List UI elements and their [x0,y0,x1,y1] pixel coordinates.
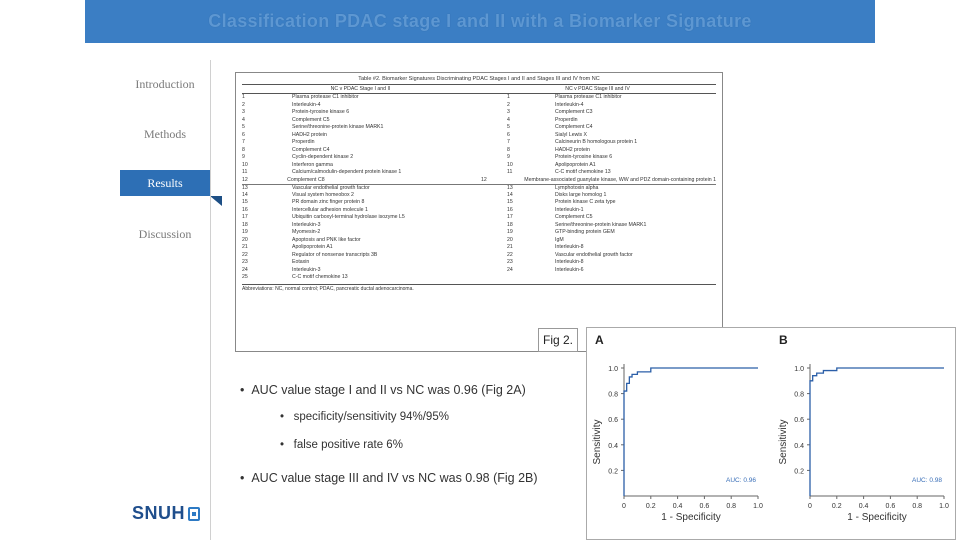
y-axis-label-B: Sensitivity [778,419,789,465]
table-cell: 1 [507,94,510,100]
table-row [242,184,716,192]
table-cell: 23 [242,259,248,265]
table-cell: 18 [242,221,248,228]
panel-title-B: B [779,333,788,347]
table-cell: Visual system homeobox 2 [292,191,354,198]
table-cell: Interleukin-1 [555,206,584,213]
y-tick-label: 1.0 [608,366,618,373]
table-cell: Sialyl Lewis X [555,131,588,138]
table-row [242,117,716,125]
table-cell: 5 [507,124,510,130]
y-tick-label: 0.2 [794,468,804,476]
y-axis-label-A: Sensitivity [592,419,603,465]
table-row [242,192,716,200]
divider [210,60,211,540]
bullet-stage-1-2: • AUC value stage I and II vs NC was 0.96 (Fig 2A) [240,383,526,397]
table-row [242,139,716,147]
bullet-specificity: • specificity/sensitivity 94%/95% [280,411,449,423]
table-cell: 12 [242,176,248,183]
table-cell: Plasma protease C1 inhibitor [555,94,622,100]
x-tick-label: 0.2 [831,503,842,510]
table-body [242,94,716,282]
x-tick-label: 0.8 [912,503,923,510]
table-row [242,169,716,177]
table-cell: 12 [480,176,487,183]
table-row [242,124,716,132]
table-cell: 21 [507,244,513,250]
table-cell: Membrane-associated guanylate kinase, WW and PDZ domain-containing protein 1 [524,176,716,183]
table-cell: Cyclin-dependent kinase 2 [292,154,354,160]
table-cell: 4 [242,116,245,123]
table-cell: Serine/threonine-protein kinase MARK1 [555,221,647,228]
logo-text: SNUH [132,503,186,523]
table-cell: Vascular endothelial growth factor [555,251,633,258]
table-cell: Ubiquitin carboxyl-terminal hydrolase isozyme L5 [292,214,405,220]
table-row [242,274,716,282]
table-cell [555,274,716,282]
x-tick-label: 0.4 [858,503,869,510]
table-row [242,162,716,170]
x-axis-label-B: 1 - Specificity [847,512,907,523]
bullet-stage-1-2-text: AUC value stage I and II vs NC was 0.96 (Fig 2A) [251,383,526,397]
table-cell: 6 [242,131,245,138]
table-footnote: Abbreviations: NC, normal control; PDAC, pancreatic ductal adenocarcinoma. [242,284,716,292]
table-cell: 17 [242,214,248,220]
table-cell: 5 [242,124,245,130]
table-row [242,102,716,110]
x-tick-label: 0 [622,503,626,510]
table-col1-header: NC v PDAC Stage I and II [330,86,391,92]
table-row [242,177,716,185]
table-cell: 20 [242,236,248,243]
table-cell: C-C motif chemokine 13 [555,169,611,175]
table-cell: 17 [507,214,513,220]
table-cell: Complement C4 [555,124,593,130]
roc-figure [586,327,956,540]
x-tick-label: 1.0 [753,503,763,510]
table-cell: 7 [242,139,245,145]
x-tick-label: 0.2 [645,503,656,510]
table-cell: Vascular endothelial growth factor [292,185,370,191]
bullet-false-positive-text: false positive rate 6% [293,439,403,451]
table-cell: Interleukin-6 [555,266,584,273]
table-cell: 11 [507,169,513,175]
table-cell: 15 [242,199,248,205]
bullet-false-positive: • false positive rate 6% [280,439,403,451]
table-row [242,267,716,275]
table-cell: C-C motif chemokine 13 [292,274,348,280]
title-banner [85,0,875,43]
table-cell: Eotaxin [292,259,310,265]
table-cell: Interleukin-8 [555,259,584,265]
table-cell: GTP-binding protein GEM [555,229,615,235]
nav-discussion[interactable]: Discussion [138,227,192,241]
auc-annotation-A: AUC: 0.96 [726,477,756,484]
nav-results-label: Results [147,175,183,190]
x-tick-label: 0 [808,503,812,510]
table-row [242,259,716,267]
table-cell: IgM [555,236,564,243]
table-row [242,154,716,162]
nav-introduction[interactable]: Introduction [135,77,195,91]
y-tick-label: 1.0 [794,366,804,373]
table-cell: Apolipoprotein A1 [292,244,333,250]
table-row [242,244,716,252]
table-row [242,94,716,102]
table-cell: 3 [507,109,510,115]
table-cell: 2 [507,101,510,108]
y-tick-label: 0.8 [608,391,618,399]
table-cell: Properdin [292,139,315,145]
table-cell: 2 [242,101,245,108]
table-cell: 10 [507,161,513,168]
table-cell: Intercellular adhesion molecule 1 [292,206,368,213]
table-cell: Interleukin-4 [555,101,584,108]
table-cell: Protein-tyrosine kinase 6 [292,109,350,115]
table-cell: Myomesin-2 [292,229,321,235]
table-row [242,229,716,237]
table-cell: Disks large homolog 1 [555,191,607,198]
table-cell: Protein kinase C zeta type [555,199,616,205]
table-header [242,84,716,94]
table-cell: Serine/threonine-protein kinase MARK1 [292,124,384,130]
table-cell: 4 [507,116,510,123]
table-cell: Interleukin-3 [292,221,321,228]
table-cell: 22 [242,251,248,258]
table-cell: Apolipoprotein A1 [555,161,596,168]
table-cell: 24 [507,266,513,273]
table-cell: 24 [242,266,248,273]
table-cell: 21 [242,244,248,250]
table-cell: Complement C3 [555,109,593,115]
table-cell: Properdin [555,116,578,123]
x-tick-label: 0.6 [885,503,896,510]
y-tick-label: 0.6 [608,417,618,425]
table-cell: 6 [507,131,510,138]
nav-results[interactable] [120,170,210,196]
x-tick-label: 1.0 [939,503,949,510]
table-cell: PR domain zinc finger protein 8 [292,199,365,205]
panel-title-A: A [595,333,604,347]
table-cell: Plasma protease C1 inhibitor [292,94,359,100]
table-cell: Complement C8 [287,176,325,183]
table-cell: 19 [242,229,248,235]
table-cell: 15 [507,199,513,205]
table-cell: Complement C5 [555,214,593,220]
table-row [242,199,716,207]
nav-active-indicator [210,196,222,206]
table-cell: HADH2 protein [555,146,590,153]
table-cell: Protein-tyrosine kinase 6 [555,154,613,160]
table-cell: 14 [242,191,248,198]
table-cell: 8 [242,146,245,153]
table-row [242,214,716,222]
nav-methods[interactable]: Methods [144,127,186,141]
table-cell: 9 [242,154,245,160]
table-cell: Calcineurin B homologous protein 1 [555,139,638,145]
x-tick-label: 0.6 [699,503,710,510]
table-caption: Table #2. Biomarker Signatures Discriminating PDAC Stages I and II and Stages III and IV from NC [358,76,600,82]
table-cell: Interleukin-8 [555,244,584,250]
table-row [242,132,716,140]
table-row [242,237,716,245]
y-tick-label: 0.4 [794,442,804,450]
table-cell: 16 [507,206,513,213]
logo-mark-icon [188,507,200,521]
table-cell [507,274,555,282]
figure-label: Fig 2. [538,328,578,352]
table-cell: 22 [507,251,513,258]
snuh-logo [132,503,200,524]
table-row [242,109,716,117]
table-cell: 7 [507,139,510,145]
table-cell: Regulator of nonsense transcripts 3B [292,251,378,258]
slide-title: Classification PDAC stage I and II with a Biomarker Signature [208,11,752,31]
table-row [242,222,716,230]
table-cell: Apoptosis and PNK like factor [292,236,361,243]
table-cell: 13 [507,185,513,191]
table-cell: Complement C4 [292,146,330,153]
table-cell: Complement C5 [292,116,330,123]
table-cell: 20 [507,236,513,243]
table-cell: 19 [507,229,513,235]
biomarker-table [235,72,723,352]
table-cell: 16 [242,206,248,213]
table-cell: 13 [242,185,248,191]
table-row [242,252,716,260]
table-cell: HADH2 protein [292,131,327,138]
table-cell: Calcium/calmodulin-dependent protein kinase 1 [292,169,402,175]
roc-charts [587,328,955,539]
table-cell: Lymphotoxin alpha [555,185,599,191]
table-col2-header: NC v PDAC Stage III and IV [565,86,630,92]
y-tick-label: 0.2 [608,468,618,476]
table-cell: 3 [242,109,245,115]
y-tick-label: 0.4 [608,442,618,450]
table-cell: 11 [242,169,248,175]
bullet-stage-3-4: • AUC value stage III and IV vs NC was 0.98 (Fig 2B) [240,471,538,485]
y-tick-label: 0.8 [794,391,804,399]
table-cell: 1 [242,94,245,100]
table-cell: Interferon gamma [292,161,333,168]
bullet-stage-3-4-text: AUC value stage III and IV vs NC was 0.98 (Fig 2B) [251,471,538,485]
table-row [242,207,716,215]
x-tick-label: 0.8 [726,503,737,510]
x-axis-label-A: 1 - Specificity [661,512,721,523]
table-cell: 23 [507,259,513,265]
table-row [242,147,716,155]
table-cell: 10 [242,161,248,168]
table-cell: Interleukin-3 [292,266,321,273]
table-cell: Interleukin-4 [292,101,321,108]
table-cell: 9 [507,154,510,160]
table-cell: 8 [507,146,510,153]
table-cell: 14 [507,191,513,198]
table-cell: 25 [242,274,248,280]
table-cell: 18 [507,221,513,228]
y-tick-label: 0.6 [794,417,804,425]
auc-annotation-B: AUC: 0.98 [912,477,942,484]
x-tick-label: 0.4 [672,503,683,510]
bullet-specificity-text: specificity/sensitivity 94%/95% [293,411,449,423]
